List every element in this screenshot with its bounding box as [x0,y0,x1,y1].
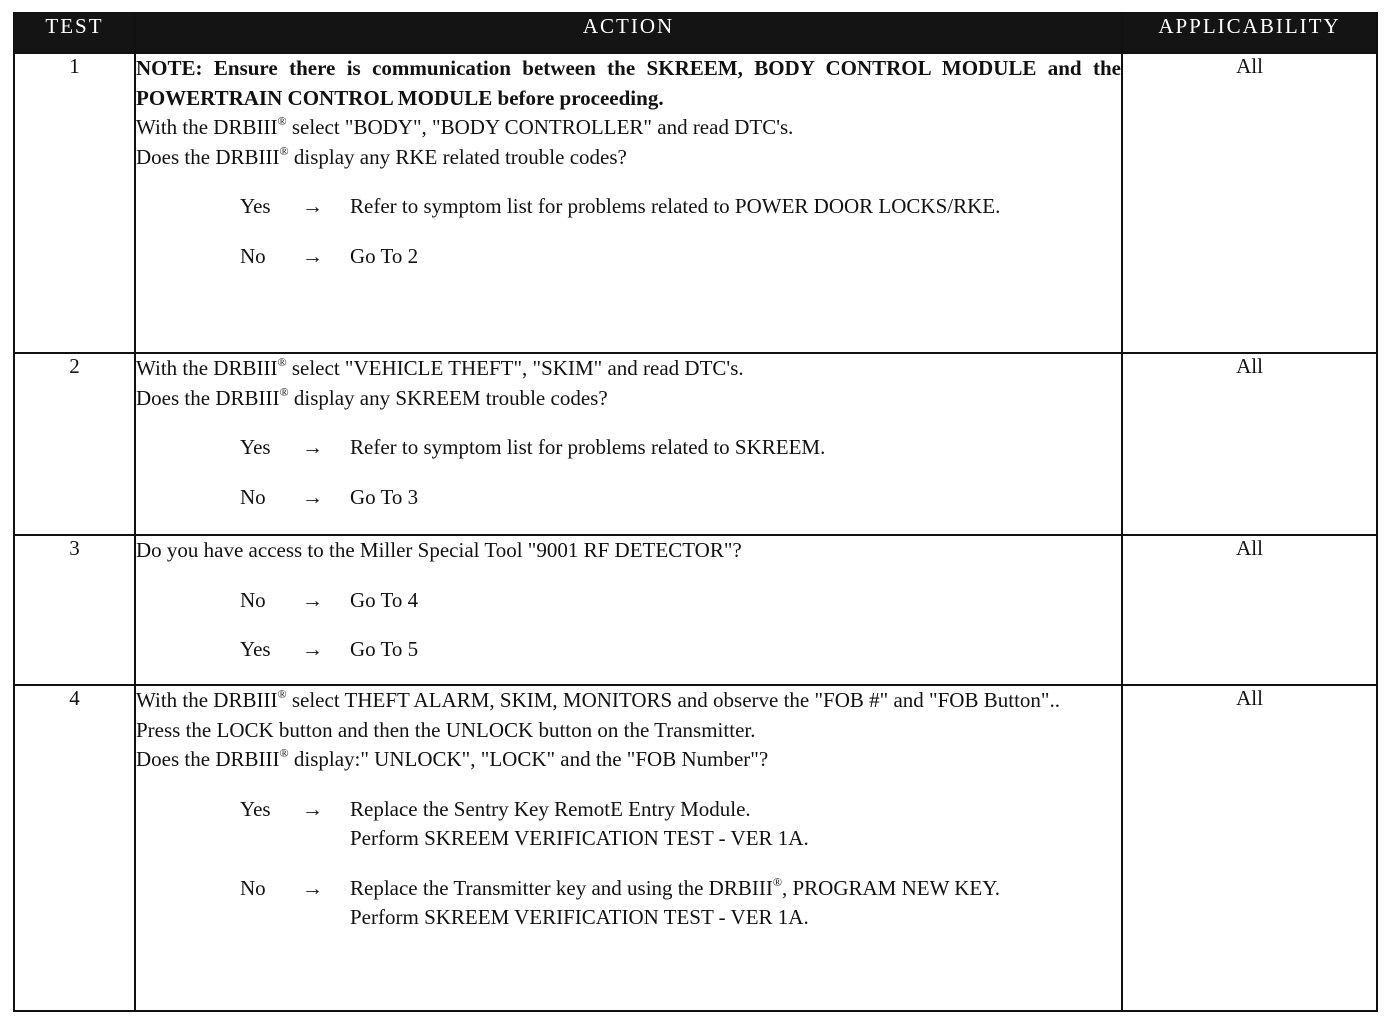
test-number: 1 [14,53,135,353]
header-row [14,13,1377,53]
applicability-value: All [1122,353,1377,535]
option-answer: Yes [240,796,271,821]
arrow-icon: → [302,587,323,612]
result-line: Go To 2 [350,243,419,268]
applicability-value: All [1122,535,1377,685]
test-number: 2 [14,353,135,535]
option-result [350,795,1121,854]
yes-option [136,635,1121,665]
test-action [135,535,1122,685]
option-answer: Yes [240,637,271,661]
option-answer: No [240,484,266,509]
test-note: NOTE: Ensure there is communication between the SKREEM, BODY CONTROL MODULE and the POWERTRAIN CONTROL MODULE before proceeding. [136,56,1121,110]
no-option [136,874,1121,933]
action-line: With the DRBIII® select THEFT ALARM, SKIM, MONITORS and observe the "FOB #" and "FOB Button".. [136,687,1060,712]
header-applicability: APPLICABILITY [1122,13,1377,53]
header-action: ACTION [135,13,1122,53]
no-option [136,483,1121,513]
result-line: Refer to symptom list for problems related to POWER DOOR LOCKS/RKE. [350,194,1001,218]
option-answer: No [240,587,266,612]
applicability-value: All [1122,53,1377,353]
result-line: Go To 3 [350,484,419,509]
test-number: 4 [14,685,135,1011]
yes-option [136,192,1121,222]
result-line: Go To 5 [350,637,419,661]
no-option [136,242,1121,272]
result-line: Perform SKREEM VERIFICATION TEST - VER 1A. [350,905,809,929]
result-line: Refer to symptom list for problems related to SKREEM. [350,435,826,459]
action-line: With the DRBIII® select "VEHICLE THEFT", "SKIM" and read DTC's. [136,355,744,380]
test-row-2 [14,353,1377,535]
action-line: With the DRBIII® select "BODY", "BODY CONTROLLER" and read DTC's. [136,114,794,139]
no-option [136,586,1121,616]
option-answer: Yes [240,194,271,218]
test-number: 3 [14,535,135,685]
option-answer: No [240,875,266,900]
action-line: Does the DRBIII® display any RKE related trouble codes? [136,143,627,169]
test-action [135,685,1122,1011]
option-answer: Yes [240,435,271,459]
test-action [135,353,1122,535]
action-line: Does the DRBIII® display any SKREEM trouble codes? [136,384,608,410]
result-line: Replace the Transmitter key and using the DRBIII®, PROGRAM NEW KEY. [350,874,1000,900]
action-line: Press the LOCK button and then the UNLOCK button on the Transmitter. [136,717,756,742]
option-result [350,874,1121,933]
applicability-value: All [1122,685,1377,1011]
option-result [350,433,1121,463]
yes-option [136,433,1121,463]
test-row-1 [14,53,1377,353]
result-line: Replace the Sentry Key RemotE Entry Module. [350,796,751,821]
option-answer: No [240,243,266,268]
option-result [350,192,1121,222]
result-line: Go To 4 [350,587,419,612]
option-result [350,483,1121,513]
test-row-4 [14,685,1377,1011]
result-line: Perform SKREEM VERIFICATION TEST - VER 1A. [350,826,809,850]
option-result [350,586,1121,616]
header-test: TEST [14,13,135,53]
option-result [350,242,1121,272]
test-row-3 [14,535,1377,685]
diagnostic-test-table [13,12,1378,1012]
arrow-icon: → [302,435,323,459]
yes-option [136,795,1121,854]
arrow-icon: → [302,875,323,900]
action-line: Do you have access to the Miller Special Tool "9001 RF DETECTOR"? [136,538,742,562]
option-result [350,635,1121,665]
arrow-icon: → [302,243,323,268]
action-line: Does the DRBIII® display:" UNLOCK", "LOCK" and the "FOB Number"? [136,746,769,771]
arrow-icon: → [302,484,323,509]
test-action [135,53,1122,353]
arrow-icon: → [302,194,323,218]
arrow-icon: → [302,637,323,661]
arrow-icon: → [302,796,323,821]
